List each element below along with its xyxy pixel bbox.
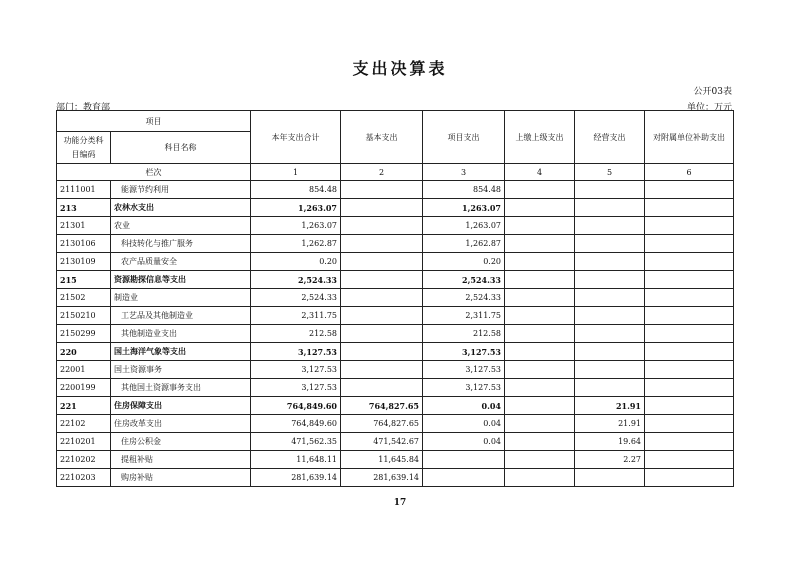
cell-business	[575, 469, 645, 487]
cell-project: 1,263.07	[423, 217, 505, 235]
cell-project: 854.48	[423, 181, 505, 199]
table-row	[57, 361, 734, 379]
cell-name: 能源节约利用	[111, 181, 251, 199]
unit-label: 单位：万元	[686, 103, 732, 113]
cell-project	[423, 451, 505, 469]
cell-total: 2,524.33	[251, 289, 341, 307]
table-row	[57, 235, 734, 253]
cell-total: 11,648.11	[251, 451, 341, 469]
cell-total: 764,849.60	[251, 397, 341, 415]
cell-code: 22001	[57, 361, 111, 379]
cell-total: 2,524.33	[251, 271, 341, 289]
cell-basic	[341, 379, 423, 397]
cell-project: 3,127.53	[423, 361, 505, 379]
cell-business	[575, 271, 645, 289]
cell-basic	[341, 181, 423, 199]
cell-total: 3,127.53	[251, 361, 341, 379]
cell-basic	[341, 217, 423, 235]
column-number: 1	[251, 164, 341, 181]
cell-upper	[505, 433, 575, 451]
cell-subsidy	[645, 325, 734, 343]
table-row	[57, 451, 734, 469]
cell-code: 2210202	[57, 451, 111, 469]
cell-name: 提租补贴	[111, 451, 251, 469]
cell-upper	[505, 217, 575, 235]
expenditure-table	[56, 110, 734, 487]
cell-upper	[505, 415, 575, 433]
column-number: 2	[341, 164, 423, 181]
cell-business	[575, 379, 645, 397]
cell-business: 21.91	[575, 415, 645, 433]
cell-upper	[505, 199, 575, 217]
cell-business	[575, 307, 645, 325]
cell-subsidy	[645, 307, 734, 325]
cell-code: 213	[57, 199, 111, 217]
cell-basic	[341, 235, 423, 253]
table-row	[57, 271, 734, 289]
cell-code: 2210203	[57, 469, 111, 487]
header-total: 本年支出合计	[251, 111, 341, 164]
cell-code: 220	[57, 343, 111, 361]
cell-subsidy	[645, 271, 734, 289]
cell-name: 其他国土资源事务支出	[111, 379, 251, 397]
table-row	[57, 181, 734, 199]
cell-code: 2150299	[57, 325, 111, 343]
cell-name: 住房保障支出	[111, 397, 251, 415]
header-subject-name: 科目名称	[111, 132, 251, 164]
page-number: 17	[393, 498, 407, 508]
cell-upper	[505, 343, 575, 361]
table-row	[57, 253, 734, 271]
cell-total: 0.20	[251, 253, 341, 271]
department-label: 部门：教育部	[56, 103, 111, 113]
cell-name: 农产品质量安全	[111, 253, 251, 271]
cell-project: 3,127.53	[423, 343, 505, 361]
cell-subsidy	[645, 235, 734, 253]
form-number: 公开03表	[693, 87, 732, 97]
table-row	[57, 325, 734, 343]
cell-business	[575, 217, 645, 235]
cell-subsidy	[645, 397, 734, 415]
header-item: 项目	[57, 111, 251, 132]
cell-upper	[505, 361, 575, 379]
cell-business: 21.91	[575, 397, 645, 415]
cell-name: 购房补贴	[111, 469, 251, 487]
cell-subsidy	[645, 199, 734, 217]
column-number-row	[57, 164, 734, 181]
cell-subsidy	[645, 181, 734, 199]
cell-business	[575, 343, 645, 361]
cell-project: 2,524.33	[423, 271, 505, 289]
cell-business	[575, 199, 645, 217]
cell-name: 国土资源事务	[111, 361, 251, 379]
table-row	[57, 415, 734, 433]
cell-business	[575, 253, 645, 271]
cell-total: 212.58	[251, 325, 341, 343]
header-project: 项目支出	[423, 111, 505, 164]
cell-project: 1,262.87	[423, 235, 505, 253]
cell-basic	[341, 253, 423, 271]
cell-code: 2150210	[57, 307, 111, 325]
cell-business	[575, 325, 645, 343]
header-subsidy: 对附属单位补助支出	[645, 111, 734, 164]
cell-basic	[341, 271, 423, 289]
header-business: 经营支出	[575, 111, 645, 164]
cell-basic	[341, 289, 423, 307]
cell-name: 住房公积金	[111, 433, 251, 451]
cell-project: 0.20	[423, 253, 505, 271]
cell-code: 21502	[57, 289, 111, 307]
cell-basic: 11,645.84	[341, 451, 423, 469]
table-body	[57, 111, 734, 487]
cell-subsidy	[645, 469, 734, 487]
cell-subsidy	[645, 253, 734, 271]
cell-total: 2,311.75	[251, 307, 341, 325]
cell-project: 0.04	[423, 415, 505, 433]
cell-code: 2130109	[57, 253, 111, 271]
cell-basic: 471,542.67	[341, 433, 423, 451]
cell-subsidy	[645, 415, 734, 433]
column-number: 4	[505, 164, 575, 181]
cell-project: 212.58	[423, 325, 505, 343]
cell-name: 农林水支出	[111, 199, 251, 217]
cell-code: 221	[57, 397, 111, 415]
cell-upper	[505, 451, 575, 469]
cell-basic: 764,827.65	[341, 415, 423, 433]
cell-business: 2.27	[575, 451, 645, 469]
cell-name: 资源勘探信息等支出	[111, 271, 251, 289]
cell-total: 1,263.07	[251, 217, 341, 235]
cell-total: 3,127.53	[251, 343, 341, 361]
cell-name: 住房改革支出	[111, 415, 251, 433]
cell-project	[423, 469, 505, 487]
cell-project: 0.04	[423, 433, 505, 451]
table-row	[57, 397, 734, 415]
cell-total: 1,263.07	[251, 199, 341, 217]
cell-basic: 281,639.14	[341, 469, 423, 487]
cell-upper	[505, 181, 575, 199]
header-upper: 上缴上级支出	[505, 111, 575, 164]
table-row	[57, 217, 734, 235]
cell-code: 21301	[57, 217, 111, 235]
cell-name: 工艺品及其他制造业	[111, 307, 251, 325]
cell-basic	[341, 199, 423, 217]
cell-upper	[505, 235, 575, 253]
cell-basic	[341, 343, 423, 361]
page-title: 支出决算表	[352, 59, 448, 78]
cell-upper	[505, 271, 575, 289]
table-row	[57, 343, 734, 361]
table-row	[57, 469, 734, 487]
cell-upper	[505, 307, 575, 325]
header-basic: 基本支出	[341, 111, 423, 164]
cell-name: 制造业	[111, 289, 251, 307]
table-row	[57, 379, 734, 397]
cell-project: 3,127.53	[423, 379, 505, 397]
cell-upper	[505, 289, 575, 307]
cell-total: 281,639.14	[251, 469, 341, 487]
cell-subsidy	[645, 343, 734, 361]
cell-business	[575, 361, 645, 379]
cell-upper	[505, 325, 575, 343]
table-row	[57, 289, 734, 307]
cell-name: 国土海洋气象等支出	[111, 343, 251, 361]
header-row-1	[57, 111, 734, 132]
cell-upper	[505, 469, 575, 487]
cell-total: 471,562.35	[251, 433, 341, 451]
table-row	[57, 199, 734, 217]
cell-code: 22102	[57, 415, 111, 433]
cell-subsidy	[645, 433, 734, 451]
header-func-code: 功能分类科目编码	[57, 132, 111, 164]
cell-basic	[341, 361, 423, 379]
table-row	[57, 307, 734, 325]
cell-basic: 764,827.65	[341, 397, 423, 415]
cell-subsidy	[645, 289, 734, 307]
cell-project: 2,311.75	[423, 307, 505, 325]
cell-business	[575, 289, 645, 307]
cell-total: 854.48	[251, 181, 341, 199]
cell-project: 0.04	[423, 397, 505, 415]
cell-code: 2111001	[57, 181, 111, 199]
column-number: 6	[645, 164, 734, 181]
cell-name: 其他制造业支出	[111, 325, 251, 343]
cell-name: 农业	[111, 217, 251, 235]
column-row-label: 栏次	[57, 164, 251, 181]
cell-code: 2210201	[57, 433, 111, 451]
cell-basic	[341, 325, 423, 343]
cell-total: 764,849.60	[251, 415, 341, 433]
cell-business: 19.64	[575, 433, 645, 451]
cell-code: 2200199	[57, 379, 111, 397]
cell-total: 3,127.53	[251, 379, 341, 397]
cell-project: 2,524.33	[423, 289, 505, 307]
cell-subsidy	[645, 379, 734, 397]
cell-upper	[505, 379, 575, 397]
cell-code: 2130106	[57, 235, 111, 253]
cell-code: 215	[57, 271, 111, 289]
cell-business	[575, 235, 645, 253]
column-number: 3	[423, 164, 505, 181]
cell-project: 1,263.07	[423, 199, 505, 217]
cell-basic	[341, 307, 423, 325]
cell-subsidy	[645, 217, 734, 235]
table-row	[57, 433, 734, 451]
column-number: 5	[575, 164, 645, 181]
cell-subsidy	[645, 361, 734, 379]
cell-total: 1,262.87	[251, 235, 341, 253]
cell-upper	[505, 397, 575, 415]
cell-subsidy	[645, 451, 734, 469]
cell-name: 科技转化与推广服务	[111, 235, 251, 253]
cell-business	[575, 181, 645, 199]
cell-upper	[505, 253, 575, 271]
